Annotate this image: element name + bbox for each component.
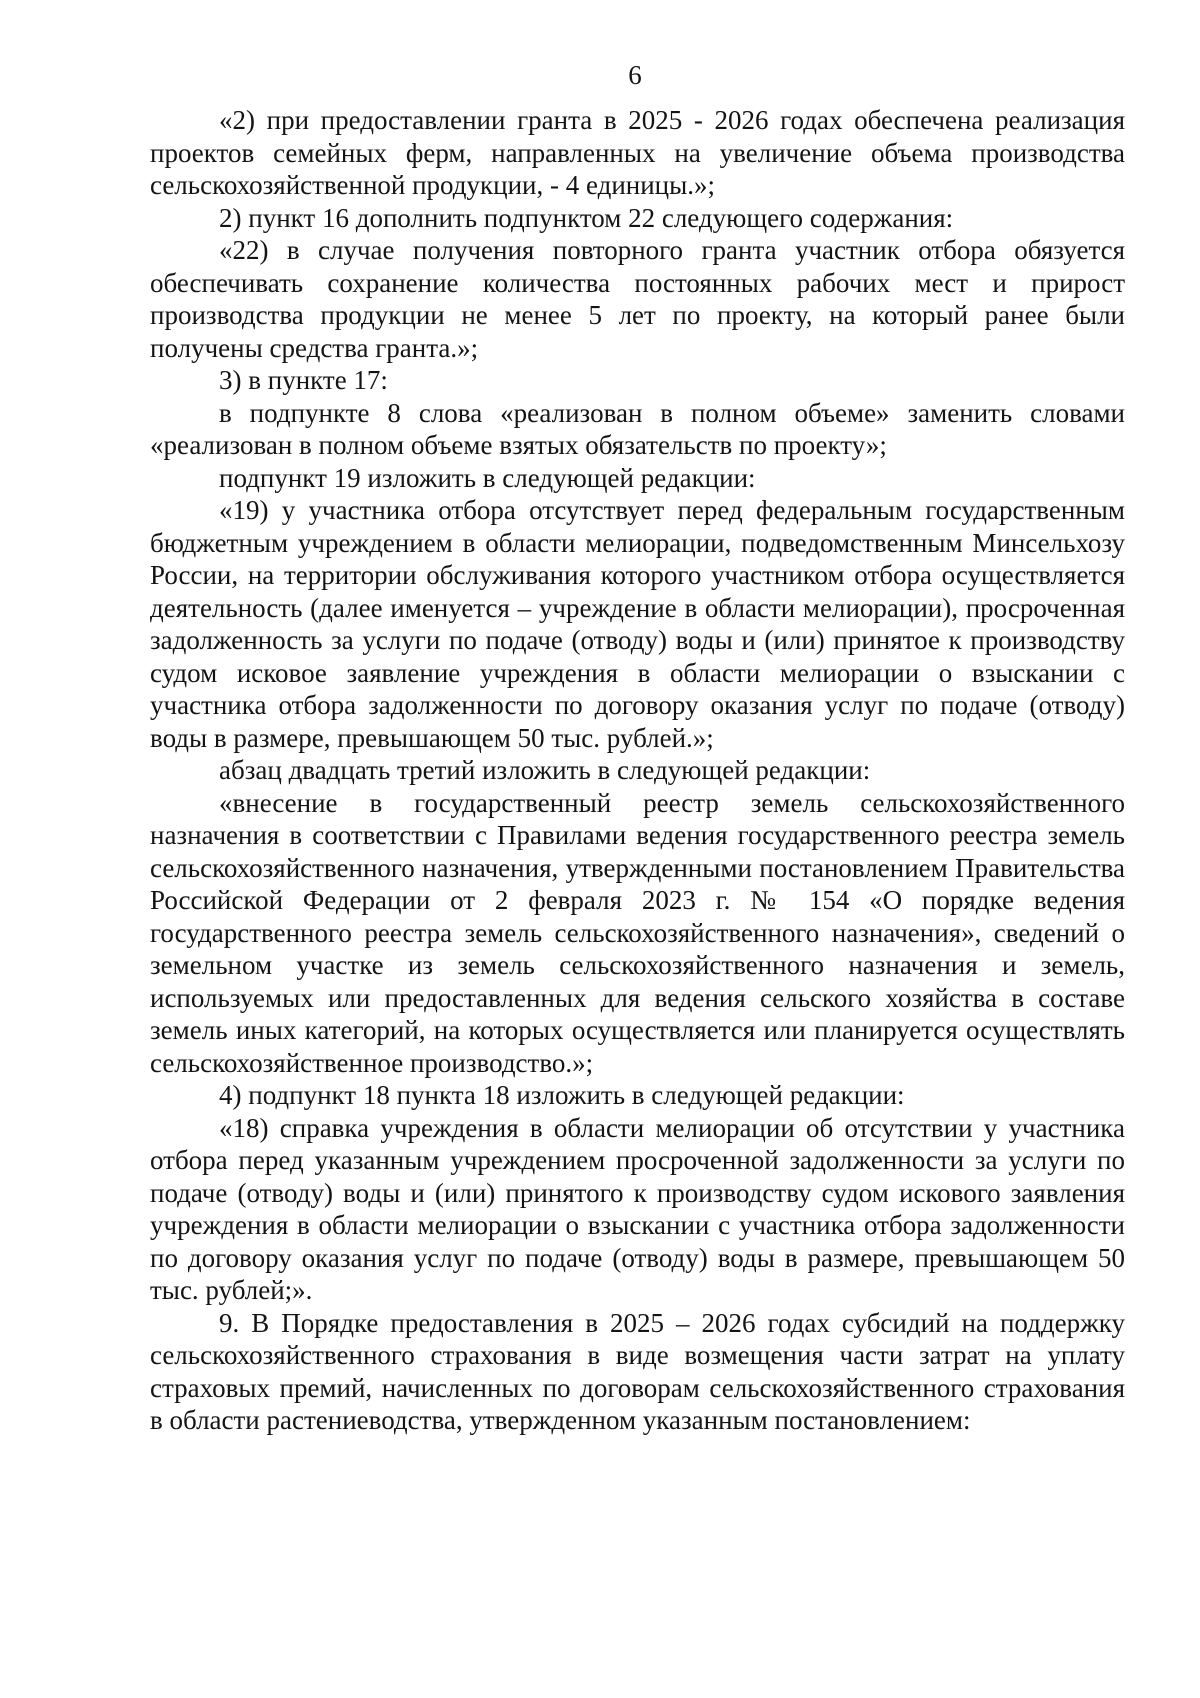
paragraph-clause-23-intro: абзац двадцать третий изложить в следующей редакции: — [219, 755, 871, 785]
paragraph-amendment-2-family-farms: «2) при предоставлении гранта в 2025 - 2026 годах обеспечена реализация проектов семейных ферм, направленных на увеличение объема производства сельскохозяйственной продукции, - 4 единицы.»; — [150, 105, 1125, 200]
paragraph-subitem-22-repeat-grant: «22) в случае получения повторного гранта участник отбора обязуется обеспечивать сохранение количества постоянных рабочих мест и прирост производства продукции не менее 5 лет по проекту, на который ранее были получены средства гранта.»; — [150, 235, 1125, 363]
paragraph-subitem-19-intro: подпункт 19 изложить в следующей редакции: — [219, 462, 756, 493]
paragraph-subitem-18-certificate: «18) справка учреждения в области мелиорации об отсутствии у участника отбора перед указанным учреждением просроченной задолженности за услуги по подаче (отводу) воды и (или) принятого к производству судом искового заявления учреждения в области мелиорации о взыскании с участника отбора задолженности по договору оказания услуг по подаче (отводу) воды в размере, превышающем 50 тыс. рублей;». — [150, 1112, 1125, 1305]
document-body — [150, 104, 1125, 1437]
paragraph-item-9-insurance-order: 9. В Порядке предоставления в 2025 – 2026 годах субсидий на поддержку сельскохозяйственного страхования в виде возмещения части затрат на уплату страховых премий, начисленных по договорам сельскохозяйственного страхования в области растениеводства, утвержденном указанным постановлением: — [150, 1307, 1125, 1435]
paragraph-land-registry-text: «внесение в государственный реестр земель сельскохозяйственного назначения в соответствии с Правилами ведения государственного реестра земель сельскохозяйственного назначения, утвержденными постановлением Правительства Российской Федерации от 2 февраля 2023 г. № 154 «О порядке ведения государственного реестра земель сельскохозяйственного назначения», сведений о земельном участке из земель сельскохозяйственного назначения и земель, используемых или предоставленных для ведения сельского хозяйства в составе земель иных категорий, на которых осуществляется или планируется осуществлять сельскохозяйственное производство.»; — [150, 787, 1125, 1078]
paragraph-item-4-subitem-18-intro: 4) подпункт 18 пункта 18 изложить в следующей редакции: — [219, 1080, 905, 1110]
paragraph-subitem-8-replace-words: в подпункте 8 слова «реализован в полном объеме» заменить словами «реализован в полном объеме взятых обязательств по проекту»; — [150, 397, 1125, 460]
paragraph-subitem-19-text: «19) у участника отбора отсутствует перед федеральным государственным бюджетным учреждением в области мелиорации, подведомственным Минсельхозу России, на территории обслуживания которого участником отбора осуществляется деятельность (далее именуется – учреждение в области мелиорации), просроченная задолженность за услуги по подаче (отводу) воды и (или) принятое к производству судом исковое заявление учреждения в области мелиорации о взыскании с участника отбора задолженности по договору оказания услуг по подаче (отводу) воды в размере, превышающем 50 тыс. рублей.»; — [150, 495, 1125, 753]
paragraph-item-17: 3) в пункте 17: — [219, 365, 388, 395]
paragraph-item-16-supplement: 2) пункт 16 дополнить подпунктом 22 следующего содержания: — [219, 202, 954, 233]
page-number: 6 — [628, 60, 642, 90]
